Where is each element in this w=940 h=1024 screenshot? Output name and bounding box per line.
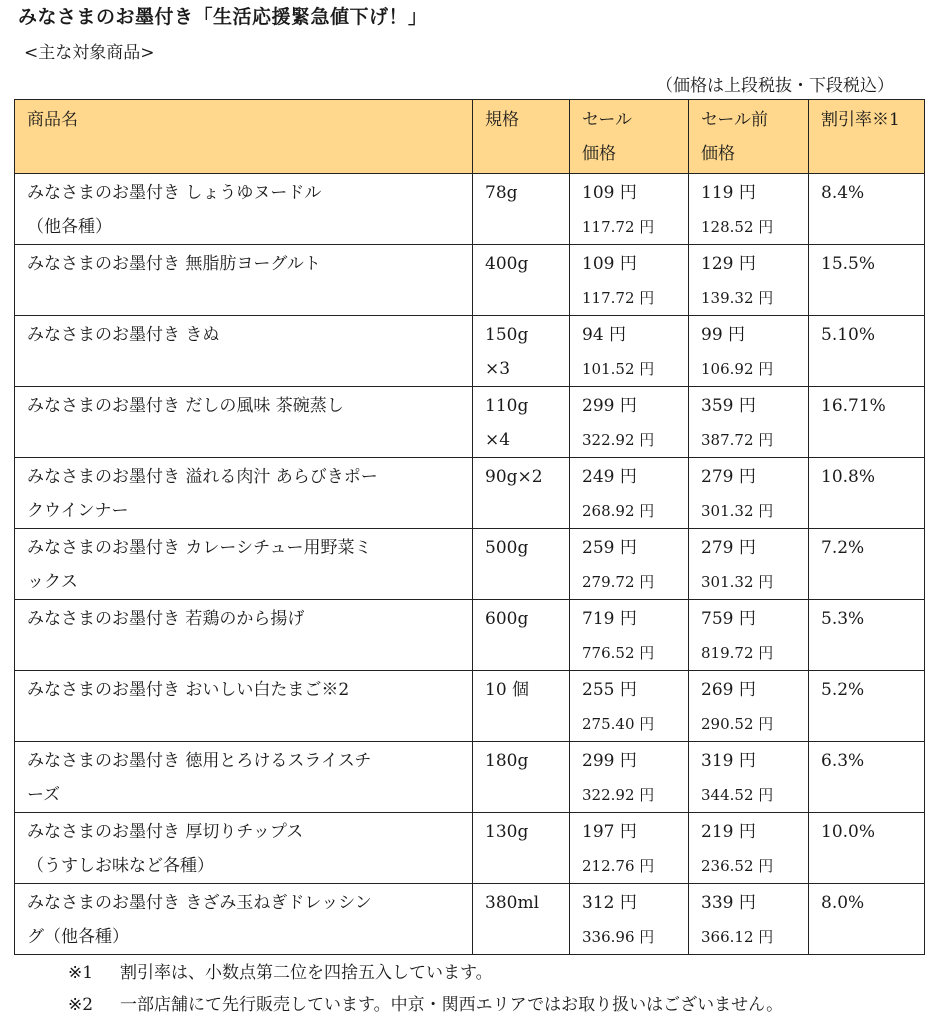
discount-rate-cell	[809, 813, 925, 884]
before-price-tax-included: 128.52 円	[701, 218, 774, 236]
product-name-line: みなさまのお墨付き 無脂肪ヨーグルト	[27, 254, 321, 274]
before-price-tax-excluded: 219 円	[701, 822, 756, 842]
header-sale-price	[570, 100, 689, 174]
discount-rate-cell	[809, 316, 925, 387]
sale-price-tax-excluded: 299 円	[582, 396, 637, 416]
sale-price-tax-included: 322.92 円	[582, 786, 655, 804]
before-price-cell	[689, 316, 809, 387]
discount-rate-value: 10.8%	[821, 467, 876, 487]
discount-rate-cell	[809, 600, 925, 671]
footnote-1	[68, 957, 783, 989]
header-sale-label-2: 価格	[582, 144, 616, 164]
product-name-line: みなさまのお墨付き 徳用とろけるスライスチ	[27, 751, 372, 771]
before-price-cell	[689, 671, 809, 742]
sale-price-tax-excluded: 109 円	[582, 254, 637, 274]
before-price-tax-included: 290.52 円	[701, 715, 774, 733]
table-row	[15, 316, 925, 387]
before-price-tax-included: 344.52 円	[701, 786, 774, 804]
table-row	[15, 529, 925, 600]
discount-rate-value: 5.2%	[821, 680, 865, 700]
header-spec	[473, 100, 570, 174]
product-name-cell	[15, 671, 473, 742]
product-name-cell	[15, 813, 473, 884]
spec-cell	[473, 316, 570, 387]
before-price-cell	[689, 884, 809, 955]
product-name-line: クウインナー	[27, 501, 129, 521]
product-name-cell	[15, 387, 473, 458]
spec-line: 180g	[485, 751, 529, 771]
spec-cell	[473, 742, 570, 813]
sale-price-tax-included: 336.96 円	[582, 928, 655, 946]
product-name-line: （うすしお味など各種）	[27, 856, 214, 876]
before-price-cell	[689, 600, 809, 671]
sale-price-cell	[570, 387, 689, 458]
discount-rate-value: 8.4%	[821, 183, 865, 203]
table-row	[15, 174, 925, 245]
header-before-label-1: セール前	[701, 110, 768, 130]
product-name-line: みなさまのお墨付き きざみ玉ねぎドレッシン	[27, 893, 372, 913]
before-price-tax-excluded: 129 円	[701, 254, 756, 274]
table-row	[15, 245, 925, 316]
product-name-cell	[15, 174, 473, 245]
before-price-cell	[689, 529, 809, 600]
spec-line: 400g	[485, 254, 529, 274]
sale-price-tax-included: 279.72 円	[582, 573, 655, 591]
header-name	[15, 100, 473, 174]
product-name-cell	[15, 458, 473, 529]
spec-line: 78g	[485, 183, 518, 203]
spec-line: 90g×2	[485, 467, 543, 487]
footnote-2-text: 一部店舗にて先行販売しています。中京・関西エリアではお取り扱いはございません。	[120, 995, 784, 1015]
discount-rate-cell	[809, 458, 925, 529]
table-row	[15, 458, 925, 529]
before-price-cell	[689, 387, 809, 458]
sale-price-tax-excluded: 249 円	[582, 467, 637, 487]
table-row	[15, 671, 925, 742]
product-name-line: みなさまのお墨付き きぬ	[27, 325, 220, 345]
sale-price-cell	[570, 245, 689, 316]
before-price-tax-included: 301.32 円	[701, 502, 774, 520]
before-price-cell	[689, 742, 809, 813]
product-name-cell	[15, 245, 473, 316]
before-price-cell	[689, 458, 809, 529]
spec-line: 380ml	[485, 893, 540, 913]
table-row	[15, 600, 925, 671]
product-name-line: みなさまのお墨付き 若鶏のから揚げ	[27, 609, 305, 629]
spec-line: 500g	[485, 538, 529, 558]
sale-price-cell	[570, 316, 689, 387]
product-name-line: みなさまのお墨付き しょうゆヌードル	[27, 183, 322, 203]
footnote-2-mark: ※2	[68, 995, 94, 1015]
spec-cell	[473, 529, 570, 600]
product-name-line: みなさまのお墨付き 溢れる肉汁 あらびきポー	[27, 467, 378, 487]
spec-line: 10 個	[485, 680, 530, 700]
product-name-line: みなさまのお墨付き おいしい白たまご※2	[27, 680, 350, 700]
discount-rate-cell	[809, 671, 925, 742]
table-row	[15, 884, 925, 955]
discount-rate-value: 16.71%	[821, 396, 886, 416]
before-price-tax-included: 819.72 円	[701, 644, 774, 662]
spec-cell	[473, 813, 570, 884]
product-name-line: みなさまのお墨付き カレーシチュー用野菜ミ	[27, 538, 372, 558]
sale-price-tax-excluded: 94 円	[582, 325, 627, 345]
before-price-tax-excluded: 339 円	[701, 893, 756, 913]
footnote-1-mark: ※1	[68, 963, 94, 983]
product-name-cell	[15, 884, 473, 955]
product-name-line: みなさまのお墨付き だしの風味 茶碗蒸し	[27, 396, 344, 416]
spec-cell	[473, 174, 570, 245]
header-spec-label: 規格	[485, 110, 519, 130]
sale-price-cell	[570, 529, 689, 600]
page-title: みなさまのお墨付き「生活応援緊急値下げ！」	[18, 6, 428, 28]
sale-price-tax-excluded: 719 円	[582, 609, 637, 629]
sale-price-cell	[570, 458, 689, 529]
sale-price-cell	[570, 174, 689, 245]
sale-price-cell	[570, 813, 689, 884]
before-price-tax-included: 387.72 円	[701, 431, 774, 449]
before-price-tax-included: 366.12 円	[701, 928, 774, 946]
spec-line: ×4	[485, 430, 511, 450]
sale-price-tax-included: 322.92 円	[582, 431, 655, 449]
before-price-tax-excluded: 359 円	[701, 396, 756, 416]
before-price-tax-included: 301.32 円	[701, 573, 774, 591]
sale-price-cell	[570, 742, 689, 813]
sale-price-tax-included: 268.92 円	[582, 502, 655, 520]
footnote-1-text: 割引率は、小数点第二位を四捨五入しています。	[120, 963, 493, 983]
discount-rate-value: 7.2%	[821, 538, 865, 558]
sale-price-tax-included: 117.72 円	[582, 218, 655, 236]
spec-cell	[473, 671, 570, 742]
header-rate-label: 割引率※1	[821, 110, 900, 130]
product-name-line: ーズ	[27, 785, 61, 805]
spec-line: 110g	[485, 396, 529, 416]
sale-price-tax-included: 101.52 円	[582, 360, 655, 378]
sale-price-cell	[570, 600, 689, 671]
product-rows	[15, 174, 925, 955]
product-name-cell	[15, 742, 473, 813]
before-price-tax-excluded: 319 円	[701, 751, 756, 771]
header-sale-label-1: セール	[582, 110, 632, 130]
before-price-cell	[689, 174, 809, 245]
sale-price-tax-excluded: 259 円	[582, 538, 637, 558]
discount-rate-value: 10.0%	[821, 822, 876, 842]
spec-cell	[473, 884, 570, 955]
before-price-tax-excluded: 279 円	[701, 538, 756, 558]
discount-rate-cell	[809, 884, 925, 955]
table-row	[15, 387, 925, 458]
before-price-tax-included: 139.32 円	[701, 289, 774, 307]
spec-cell	[473, 245, 570, 316]
spec-line: 130g	[485, 822, 529, 842]
subtitle: <主な対象商品>	[24, 43, 155, 63]
discount-rate-value: 6.3%	[821, 751, 865, 771]
product-name-line: （他各種）	[27, 217, 112, 237]
spec-cell	[473, 600, 570, 671]
product-table	[14, 99, 925, 955]
header-discount-rate	[809, 100, 925, 174]
discount-rate-value: 5.10%	[821, 325, 876, 345]
product-name-cell	[15, 316, 473, 387]
discount-rate-cell	[809, 245, 925, 316]
discount-rate-cell	[809, 387, 925, 458]
spec-cell	[473, 387, 570, 458]
before-price-tax-excluded: 759 円	[701, 609, 756, 629]
product-name-cell	[15, 529, 473, 600]
discount-rate-cell	[809, 529, 925, 600]
before-price-tax-excluded: 269 円	[701, 680, 756, 700]
product-name-line: グ（他各種）	[27, 927, 129, 947]
before-price-tax-included: 236.52 円	[701, 857, 774, 875]
sale-price-tax-included: 212.76 円	[582, 857, 655, 875]
table-row	[15, 742, 925, 813]
sale-price-tax-included: 776.52 円	[582, 644, 655, 662]
spec-line: ×3	[485, 359, 511, 379]
sale-price-tax-excluded: 255 円	[582, 680, 637, 700]
discount-rate-value: 5.3%	[821, 609, 865, 629]
header-before-label-2: 価格	[701, 144, 735, 164]
sale-price-tax-excluded: 312 円	[582, 893, 637, 913]
before-price-tax-excluded: 99 円	[701, 325, 746, 345]
footnotes	[68, 957, 783, 1021]
product-name-line: みなさまのお墨付き 厚切りチップス	[27, 822, 304, 842]
table-row	[15, 813, 925, 884]
spec-line: 150g	[485, 325, 529, 345]
before-price-tax-included: 106.92 円	[701, 360, 774, 378]
sale-price-cell	[570, 671, 689, 742]
sale-price-tax-excluded: 197 円	[582, 822, 637, 842]
discount-rate-cell	[809, 742, 925, 813]
spec-cell	[473, 458, 570, 529]
before-price-tax-excluded: 279 円	[701, 467, 756, 487]
sale-price-cell	[570, 884, 689, 955]
footnote-2	[68, 989, 783, 1021]
before-price-cell	[689, 813, 809, 884]
product-name-cell	[15, 600, 473, 671]
table-header-row	[15, 100, 925, 174]
before-price-cell	[689, 245, 809, 316]
header-name-label: 商品名	[27, 110, 78, 130]
tax-note: （価格は上段税抜・下段税込）	[656, 76, 894, 96]
sale-price-tax-included: 275.40 円	[582, 715, 655, 733]
sale-price-tax-excluded: 299 円	[582, 751, 637, 771]
spec-line: 600g	[485, 609, 529, 629]
before-price-tax-excluded: 119 円	[701, 183, 756, 203]
sale-price-tax-excluded: 109 円	[582, 183, 637, 203]
discount-rate-value: 15.5%	[821, 254, 876, 274]
sale-price-tax-included: 117.72 円	[582, 289, 655, 307]
header-before-price	[689, 100, 809, 174]
discount-rate-value: 8.0%	[821, 893, 865, 913]
discount-rate-cell	[809, 174, 925, 245]
product-name-line: ックス	[27, 572, 78, 592]
